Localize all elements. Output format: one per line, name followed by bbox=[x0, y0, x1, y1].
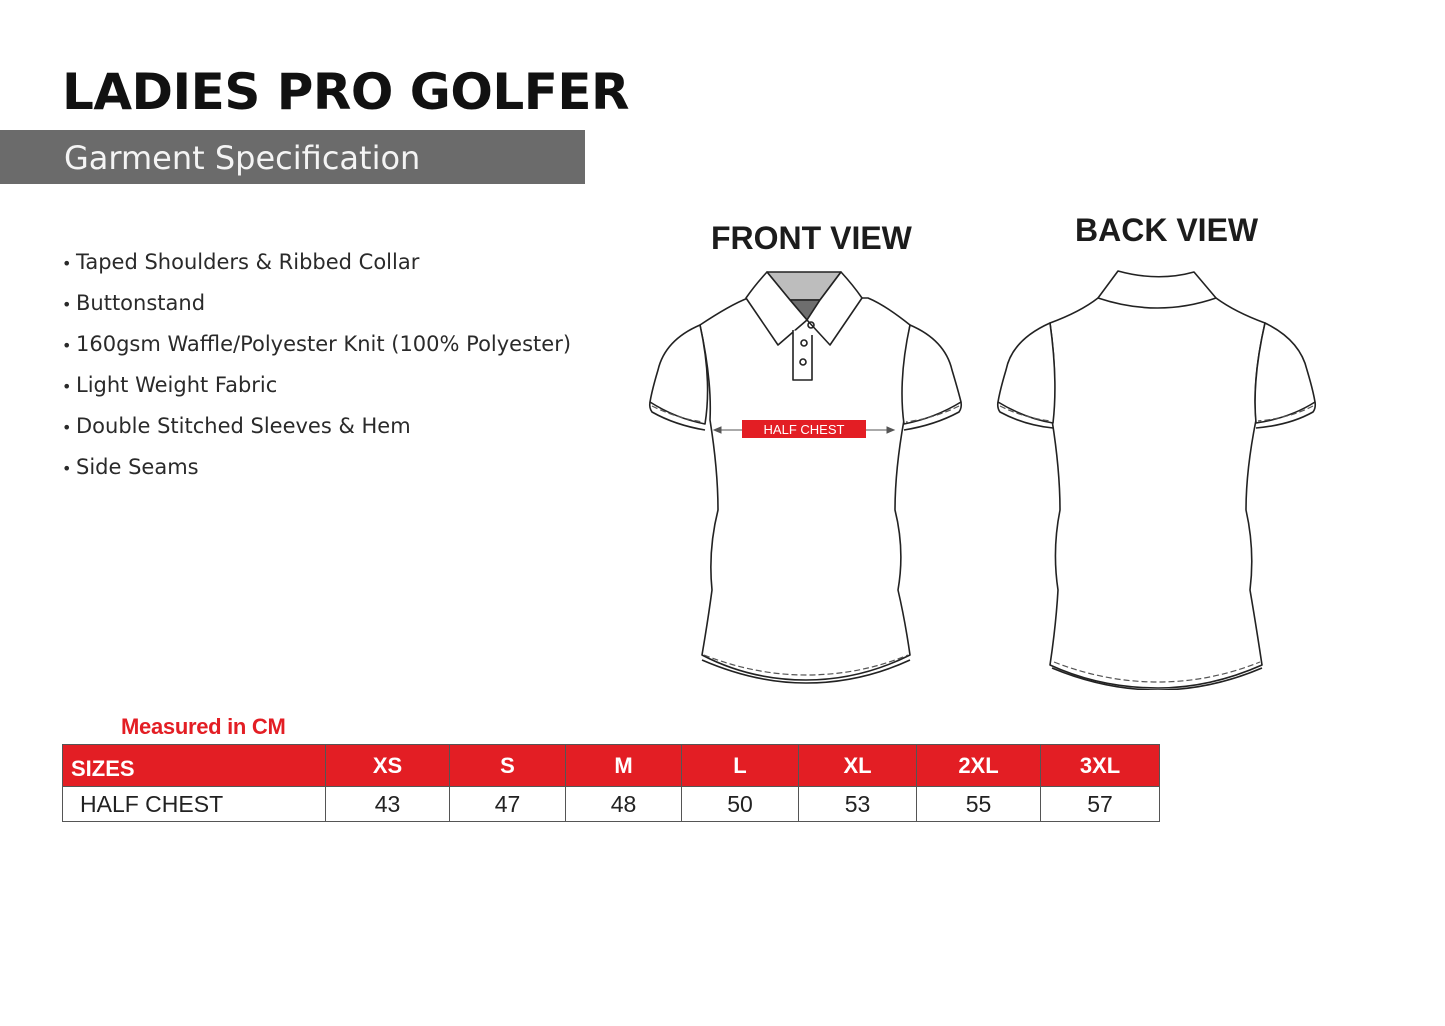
measurement-unit-note: Measured in CM bbox=[121, 714, 286, 739]
back-view-shirt-illustration bbox=[990, 260, 1330, 690]
bullet-icon: • bbox=[62, 418, 72, 437]
feature-item: • Side Seams bbox=[62, 451, 571, 492]
measurement-value: 50 bbox=[682, 787, 799, 822]
feature-item: • Buttonstand bbox=[62, 287, 571, 328]
size-header-row bbox=[63, 745, 1160, 787]
size-header-cell: XS bbox=[326, 745, 450, 787]
size-header-cell: L bbox=[682, 745, 799, 787]
measurement-value: 43 bbox=[326, 787, 450, 822]
feature-list bbox=[62, 246, 571, 492]
front-view-shirt-illustration bbox=[640, 260, 980, 690]
size-header-cell: M bbox=[566, 745, 682, 787]
feature-item: • 160gsm Waffle/Polyester Knit (100% Polyester) bbox=[62, 328, 571, 369]
size-header-cell: 2XL bbox=[917, 745, 1041, 787]
bullet-icon: • bbox=[62, 336, 72, 355]
feature-item: • Taped Shoulders & Ribbed Collar bbox=[62, 246, 571, 287]
measurement-label: HALF CHEST bbox=[63, 787, 326, 822]
front-view-label: FRONT VIEW bbox=[711, 220, 912, 256]
bullet-icon: • bbox=[62, 377, 72, 396]
measurement-value: 55 bbox=[917, 787, 1041, 822]
bullet-icon: • bbox=[62, 254, 72, 273]
back-view-label: BACK VIEW bbox=[1075, 212, 1259, 248]
measurement-value: 53 bbox=[799, 787, 917, 822]
size-header-cell: XL bbox=[799, 745, 917, 787]
half-chest-tag-label: HALF CHEST bbox=[763, 422, 845, 437]
table-row bbox=[63, 787, 1160, 822]
size-header-cell: S bbox=[450, 745, 566, 787]
measurement-value: 57 bbox=[1041, 787, 1160, 822]
feature-item: • Light Weight Fabric bbox=[62, 369, 571, 410]
bullet-icon: • bbox=[62, 459, 72, 478]
page-subtitle: Garment Specification bbox=[64, 139, 421, 177]
size-chart-table bbox=[62, 744, 1160, 822]
sizes-header-label: SIZES bbox=[63, 745, 326, 787]
size-header-cell: 3XL bbox=[1041, 745, 1160, 787]
measurement-value: 48 bbox=[566, 787, 682, 822]
bullet-icon: • bbox=[62, 295, 72, 314]
feature-item: • Double Stitched Sleeves & Hem bbox=[62, 410, 571, 451]
page-title: LADIES PRO GOLFER bbox=[62, 63, 630, 121]
measurement-value: 47 bbox=[450, 787, 566, 822]
